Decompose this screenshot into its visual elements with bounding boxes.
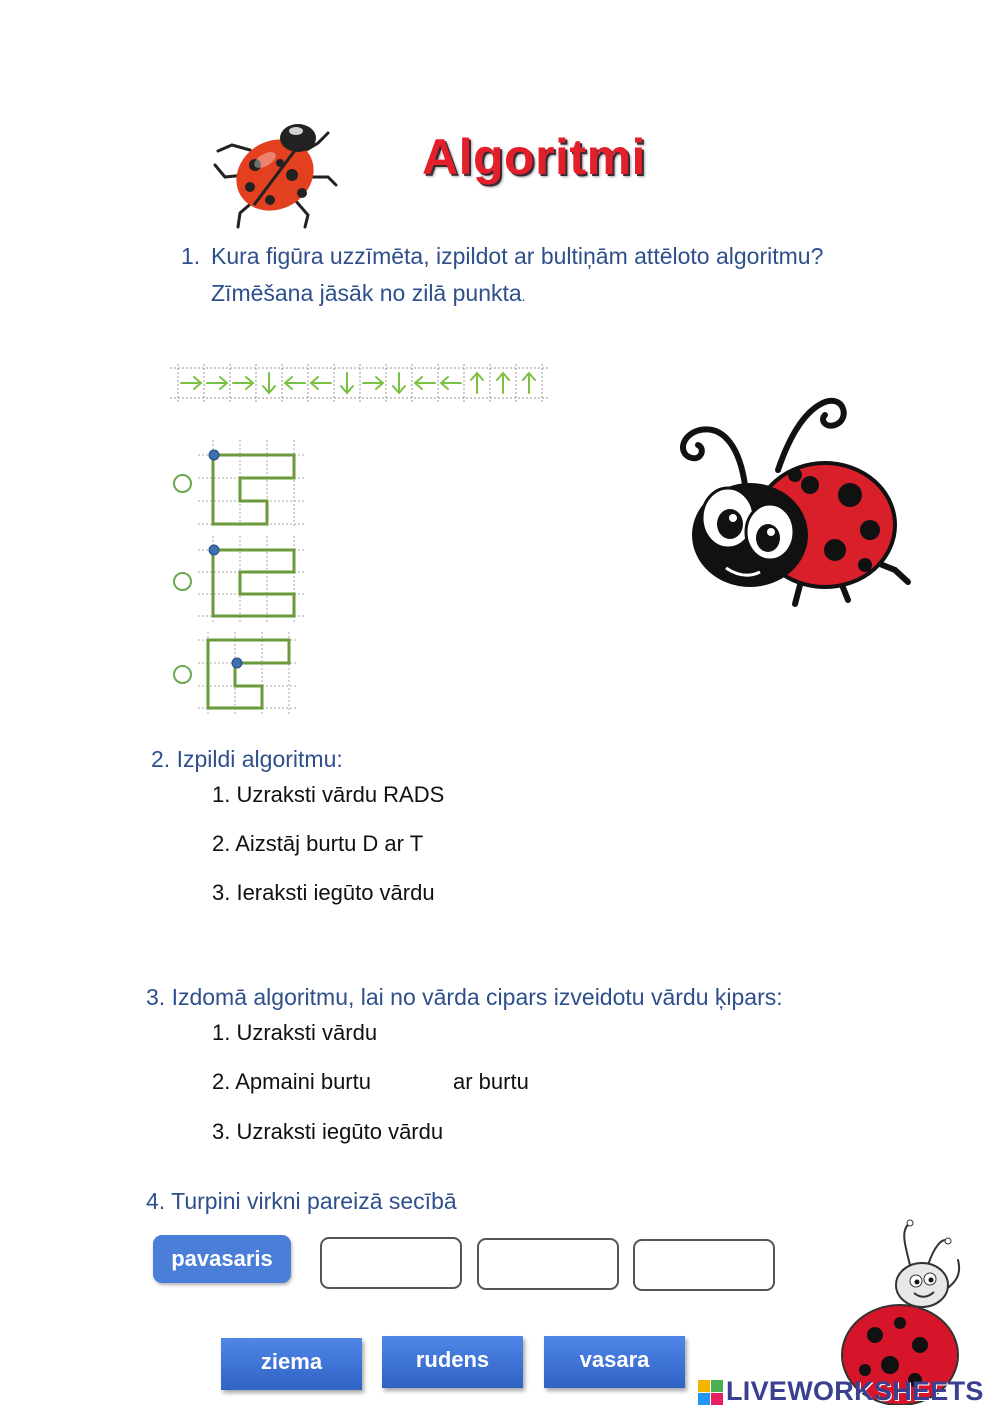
q2-heading: 2. Izpildi algoritmu: (151, 746, 343, 772)
q3-step-2b: ar burtu (453, 1069, 529, 1094)
option-3-radio[interactable] (173, 665, 192, 684)
given-word-tag: pavasaris (153, 1235, 291, 1283)
choice-vasara-button[interactable]: vasara (544, 1336, 685, 1388)
option-1-radio[interactable] (173, 474, 192, 493)
arrow-left-icon (441, 377, 461, 389)
q3-step-2a: 2. Apmaini burtu (212, 1069, 371, 1094)
liveworksheets-logo-icon (698, 1380, 724, 1406)
arrow-down-icon (341, 373, 353, 393)
q2-step-2: 2. Aizstāj burtu D ar T (212, 831, 424, 856)
answer-slot-2[interactable] (477, 1238, 619, 1290)
option-2-figure (198, 536, 308, 626)
arrow-down-icon (393, 373, 405, 393)
q3-step-1: 1. Uzraksti vārdu (212, 1020, 378, 1045)
q3-step-3: 3. Uzraksti iegūto vārdu (212, 1119, 444, 1144)
q2-step-3: 3. Ieraksti iegūto vārdu (212, 880, 435, 905)
ladybug-top-image (210, 105, 340, 230)
answer-slot-1[interactable] (320, 1237, 462, 1289)
q3-heading: 3. Izdomā algoritmu, lai no vārda cipars izveidotu vārdu ķipars: (146, 984, 783, 1010)
option-1-figure (198, 440, 308, 530)
choice-ziema-button[interactable]: ziema (221, 1338, 362, 1390)
arrow-left-icon (285, 377, 305, 389)
arrow-up-icon (523, 373, 535, 393)
arrow-right-icon (181, 377, 201, 389)
arrow-up-icon (471, 373, 483, 393)
q1-number: 1. (181, 243, 201, 269)
arrow-left-icon (415, 377, 435, 389)
arrow-left-icon (311, 377, 331, 389)
q4-heading: 4. Turpini virkni pareizā secībā (146, 1188, 457, 1214)
q1-text-line2: Zīmēšana jāsāk no zilā punkta. (211, 280, 526, 306)
page-title: Algoritmi (422, 129, 646, 185)
q1-text-line1: Kura figūra uzzīmēta, izpildot ar bultiņām attēloto algoritmu? (211, 243, 824, 269)
ladybug-cartoon-image (660, 390, 920, 615)
answer-slot-3[interactable] (633, 1239, 775, 1291)
arrow-down-icon (263, 373, 275, 393)
liveworksheets-brand: LIVEWORKSHEETS (726, 1376, 984, 1406)
arrow-up-icon (497, 373, 509, 393)
arrow-right-icon (207, 377, 227, 389)
q2-step-1: 1. Uzraksti vārdu RADS (212, 782, 445, 807)
arrow-right-icon (233, 377, 253, 389)
choice-rudens-button[interactable]: rudens (382, 1336, 523, 1388)
arrow-right-icon (363, 377, 383, 389)
option-3-figure (198, 632, 298, 717)
arrow-algorithm-strip (170, 364, 555, 402)
option-2-radio[interactable] (173, 572, 192, 591)
